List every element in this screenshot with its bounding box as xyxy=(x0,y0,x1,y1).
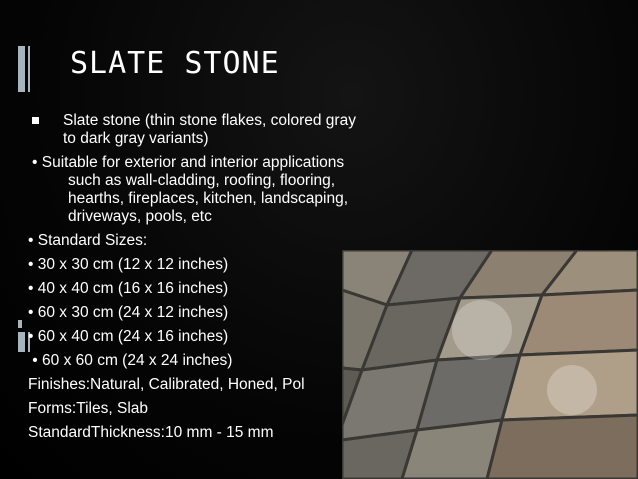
body-line: Slate stone (thin stone flakes, colored gray xyxy=(63,112,356,129)
body-line: Forms:Tiles, Slab xyxy=(28,400,149,417)
body-line: • Suitable for exterior and interior applications xyxy=(32,154,345,171)
body-line: • 30 x 30 cm (12 x 12 inches) xyxy=(28,256,229,273)
body-line: StandardThickness:10 mm - 15 mm xyxy=(28,424,274,441)
body-line: driveways, pools, etc xyxy=(68,208,212,225)
slide-body xyxy=(28,112,418,442)
body-line: such as wall-cladding, roofing, flooring, xyxy=(68,172,336,189)
body-line: • 60 x 60 cm (24 x 24 inches) xyxy=(28,352,233,369)
accent-bar-top-2-thin xyxy=(28,60,30,92)
body-line: • 60 x 30 cm (24 x 12 inches) xyxy=(28,304,229,321)
body-line: hearths, fireplaces, kitchen, landscaping, xyxy=(68,190,349,207)
body-line: Finishes:Natural, Calibrated, Honed, Pol xyxy=(28,376,305,393)
square-bullet-icon xyxy=(32,117,39,124)
bullet-slate xyxy=(28,112,418,148)
slide-title: SLATE STONE xyxy=(70,46,280,81)
body-line: • Standard Sizes: xyxy=(28,232,148,249)
accent-bar-bottom-2 xyxy=(18,332,25,352)
body-line: • 40 x 40 cm (16 x 16 inches) xyxy=(28,280,229,297)
body-line: to dark gray variants) xyxy=(63,130,209,147)
body-line: • 60 x 40 cm (24 x 16 inches) xyxy=(28,328,229,345)
accent-bar-top-2 xyxy=(18,60,25,92)
accent-bar-bottom xyxy=(18,320,22,328)
